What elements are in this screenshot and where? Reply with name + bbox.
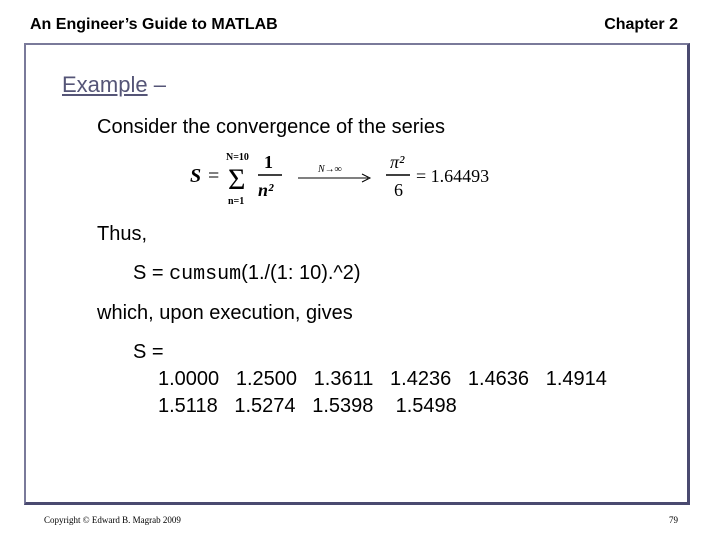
formula-sum-bottom: n=1 [228,196,245,207]
formula-den2: 6 [394,180,403,200]
footer-page-number: 79 [669,515,678,525]
output-row-1: 1.0000 1.2500 1.3611 1.4236 1.4636 1.4914 [158,368,607,390]
output-label: S = [133,341,164,363]
which-text: which, upon execution, gives [97,302,353,324]
formula-s: S [190,165,202,187]
series-formula [186,144,516,208]
formula-sum-symbol: Σ [228,163,246,196]
formula-num1: 1 [264,152,273,172]
code-prefix: S = [133,262,170,284]
formula-arrow-label: N→∞ [318,164,342,175]
header-chapter: Chapter 2 [604,16,678,33]
header-title: An Engineer’s Guide to MATLAB [30,16,278,33]
example-heading-dash: – [147,72,166,97]
output-row-2: 1.5118 1.5274 1.5398 1.5498 [158,395,457,417]
thus-text: Thus, [97,223,148,245]
code-function: cumsum [169,263,242,286]
code-line [133,262,361,286]
code-args: (1./(1: 10).^2) [241,262,361,284]
footer-copyright: Copyright © Edward B. Magrab 2009 [44,515,181,525]
example-heading [62,72,166,98]
formula-num2: π² [390,152,405,172]
formula-sum-top: N=10 [226,152,249,163]
formula-result: = 1.64493 [416,166,490,186]
formula-eq: = [208,165,220,187]
example-heading-word: Example [62,72,148,97]
formula-den1: n² [258,180,274,200]
intro-text: Consider the convergence of the series [97,116,445,138]
